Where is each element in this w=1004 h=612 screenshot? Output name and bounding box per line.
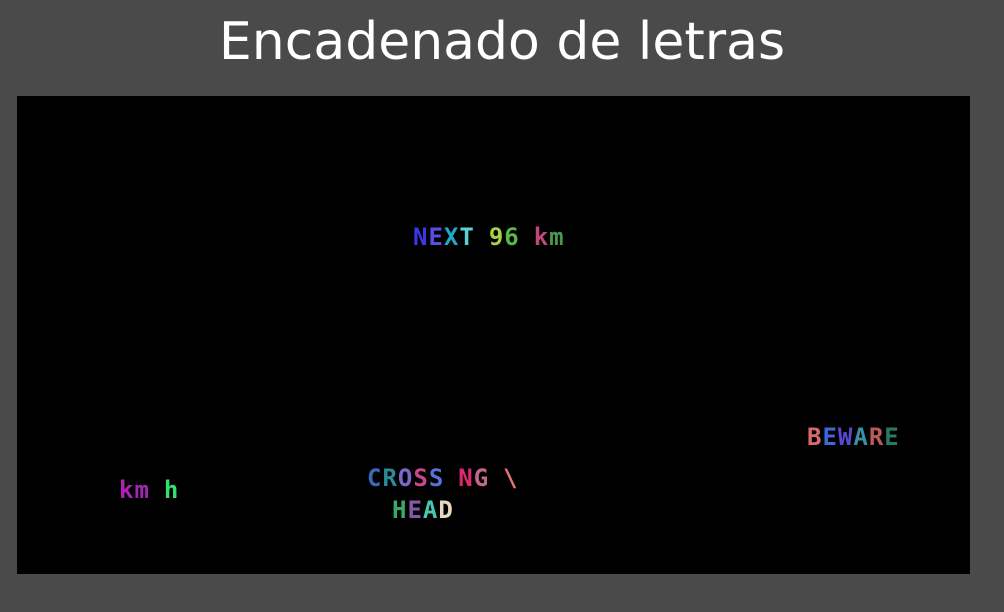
letter-glyph: C [367,464,383,492]
letter-glyph: N [458,464,474,492]
letter-glyph: E [884,423,900,451]
letter-glyph: S [413,464,429,492]
letter-glyph: E [822,423,838,451]
letter-glyph: E [407,496,423,524]
letter-canvas[interactable] [17,96,970,574]
letter-glyph: G [473,464,490,492]
letter-glyph: 9 [488,223,505,251]
word-beware [807,423,900,451]
letter-glyph: k [533,223,550,251]
letter-glyph: m [134,476,150,504]
letter-glyph: R [868,423,885,451]
word-km-h [119,476,179,504]
letter-glyph: T [459,223,475,251]
letter-glyph: R [382,464,398,492]
letter-glyph: B [807,423,823,451]
letter-glyph: A [853,423,869,451]
letter-glyph: O [397,464,414,492]
word-crossing [367,464,519,492]
letter-glyph: 6 [504,223,520,251]
letter-glyph: \ [503,464,519,492]
letter-glyph: X [443,223,460,251]
letter-glyph: m [549,223,565,251]
letter-glyph: W [837,423,854,451]
letter-glyph: N [413,223,429,251]
letter-glyph: D [438,496,454,524]
letter-glyph: k [119,476,135,504]
letter-glyph: h [163,476,180,504]
letter-glyph: S [428,464,445,492]
letter-glyph: E [428,223,444,251]
letter-glyph: A [422,496,439,524]
letter-glyph: H [392,496,408,524]
page-title: Encadenado de letras [218,12,786,72]
word-next-96-km [413,223,565,251]
word-head [392,496,454,524]
